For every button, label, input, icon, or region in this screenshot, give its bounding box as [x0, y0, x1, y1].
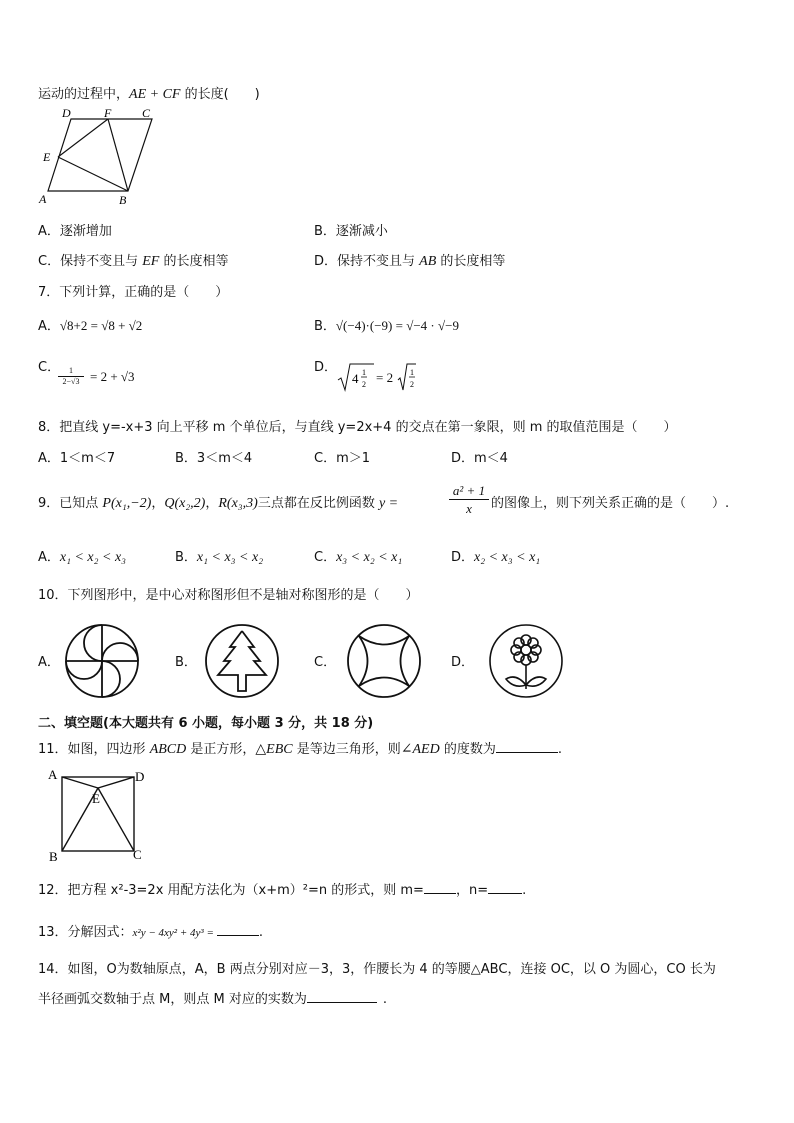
q6-option-a-text: 逐渐增加 — [59, 224, 112, 239]
q6-option-c-label: C． — [38, 254, 61, 269]
q6-label-C: C — [142, 106, 151, 120]
q6-stem-suffix: 的长度( ) — [180, 87, 260, 102]
q9-point-q: Q(x₂,2) — [164, 496, 206, 511]
q13-math: x²y − 4xy² + 4y³ = — [132, 927, 214, 939]
q9-option-a-math: x₁ < x₂ < x₃ — [59, 550, 127, 565]
q9-option-d-label: D． — [451, 550, 475, 565]
q6-option-c-math: EF — [142, 254, 160, 269]
q11-label-C: C — [133, 847, 142, 862]
q6-label-E: E — [43, 150, 51, 164]
q13-prefix: 13．分解因式： — [38, 925, 133, 940]
q11-label-A: A — [48, 767, 58, 782]
q7-option-d-math: = 2 — [376, 370, 394, 385]
section-2-heading: 二、填空题(本大题共有 6 小题，每小题 3 分，共 18 分) — [38, 716, 374, 731]
q11-math-abcd: ABCD — [149, 742, 187, 757]
q9-option-d-math: x₂ < x₃ < x₁ — [474, 550, 541, 565]
q11-label-B: B — [49, 849, 58, 864]
q11-prefix: 11．如图，四边形 — [38, 742, 150, 757]
q6-option-a-label: A． — [38, 224, 60, 239]
q6-option-d[interactable] — [314, 250, 505, 270]
q6-label-B: B — [119, 193, 127, 207]
q6-stem-prefix: 运动的过程中， — [38, 87, 130, 102]
q7-option-c-rhs: = 2 + √3 — [90, 369, 135, 384]
svg-text:4: 4 — [352, 371, 359, 386]
q9-stem-left: 9．已知点 P(x₁,−2)，Q(x₂,2)，R(x₃,3)三点都在反比例函数 y = — [38, 496, 399, 511]
q7-option-a-label: A． — [38, 319, 60, 334]
q11-label-D: D — [135, 769, 145, 784]
q12-prefix: 12．把方程 x²-3=2x 用配方法化为（x+m）²=n 的形式，则 m= — [38, 883, 424, 898]
q11-text-3: 的度数为 — [439, 742, 496, 757]
svg-text:1: 1 — [362, 368, 366, 377]
q9-option-b-label: B． — [175, 550, 197, 565]
q11-text-2: 是等边三角形，则 — [292, 742, 401, 757]
q7-c-numerator: 1 — [69, 366, 73, 375]
q14-line-2-text: 半径画弧交数轴于点 M，则点 M 对应的实数为 — [38, 992, 307, 1007]
q9-option-c-label: C． — [314, 550, 337, 565]
q8-stem: 8．把直线 y=-x+3 向上平移 m 个单位后，与直线 y=2x+4 的交点在第一象限，则 m 的取值范围是（ ） — [38, 420, 677, 435]
q10-option-b-tree-figure[interactable] — [204, 623, 280, 699]
q6-option-d-label: D． — [314, 254, 338, 269]
q7-option-c[interactable] — [38, 356, 60, 375]
q6-option-a[interactable] — [38, 220, 112, 239]
q11-text-1: 是正方形， — [186, 742, 256, 757]
q9-suffix: 的图像上，则下列关系正确的是（ ）. — [491, 496, 730, 511]
svg-text:1: 1 — [410, 368, 414, 377]
q8-option-a[interactable]: A．1＜m＜7 — [38, 451, 116, 466]
q9-point-p: P(x₁,−2) — [102, 496, 152, 511]
q6-stem-math: AE + CF — [129, 87, 181, 102]
q10-option-a-pinwheel-figure[interactable] — [64, 623, 140, 699]
q9-func-lhs: y = — [378, 496, 399, 511]
q11-answer-blank[interactable] — [496, 740, 558, 753]
q14-answer-blank[interactable] — [307, 990, 377, 1003]
q7-option-d-label: D． — [314, 360, 338, 375]
q6-option-b-label: B． — [314, 224, 336, 239]
q6-option-b-text: 逐渐减小 — [335, 224, 388, 239]
q6-option-d-post: 的长度相等 — [436, 254, 506, 269]
q13-answer-blank[interactable] — [217, 923, 259, 936]
q13-end: . — [258, 925, 264, 940]
q6-option-c-post: 的长度相等 — [159, 254, 229, 269]
q11-square-figure — [46, 766, 152, 864]
q9-option-c-math: x₃ < x₂ < x₁ — [336, 550, 403, 565]
q10-option-d-label[interactable]: D． — [451, 655, 475, 670]
q14-line-1: 14．如图，O为数轴原点，A，B 两点分别对应－3，3，作腰长为 4 的等腰△ABC，连接 OC，以 O 为圆心，CO 长为 — [38, 962, 716, 977]
q12-mid: ，n= — [455, 883, 489, 898]
svg-text:2: 2 — [362, 380, 366, 389]
q13-stem — [38, 921, 263, 940]
q7-option-b-label: B． — [314, 319, 336, 334]
q9-func-den: x — [449, 499, 489, 517]
q6-label-D: D — [62, 106, 71, 120]
q7-stem: 7．下列计算，正确的是（ ） — [38, 285, 229, 300]
q12-end: . — [522, 883, 527, 898]
q11-math-ebc: △EBC — [255, 742, 293, 757]
q6-option-b[interactable] — [314, 220, 388, 239]
q14-line-2 — [38, 988, 387, 1007]
q7-option-b[interactable] — [314, 315, 459, 334]
q9-option-a[interactable] — [38, 546, 126, 566]
q14-end: . — [382, 992, 387, 1007]
q10-option-c-concave-square-figure[interactable] — [346, 623, 422, 699]
q9-option-b[interactable] — [175, 546, 263, 566]
q8-option-c[interactable]: C．m＞1 — [314, 451, 371, 466]
q7-option-d[interactable] — [314, 356, 337, 375]
q6-option-c[interactable] — [38, 250, 228, 270]
q10-option-c-label[interactable]: C． — [314, 655, 337, 670]
q6-label-F: F — [104, 106, 112, 120]
svg-text:2: 2 — [410, 380, 414, 389]
q6-stem — [38, 83, 260, 103]
q9-point-r: R(x₃,3) — [218, 496, 258, 511]
q7-c-denominator: 2−√3 — [58, 376, 84, 387]
q8-option-b[interactable]: B．3＜m＜4 — [175, 451, 253, 466]
q12-n-blank[interactable] — [488, 881, 522, 894]
q11-end: . — [557, 742, 562, 757]
q10-option-d-flower-figure[interactable] — [488, 623, 564, 699]
q8-option-d[interactable]: D．m＜4 — [451, 451, 508, 466]
q9-mid: 三点都在反比例函数 — [257, 496, 379, 511]
q9-option-a-label: A． — [38, 550, 60, 565]
q9-option-d[interactable] — [451, 546, 540, 566]
q10-option-b-label[interactable]: B． — [175, 655, 197, 670]
q9-option-b-math: x₁ < x₃ < x₂ — [196, 550, 264, 565]
q6-option-c-pre: 保持不变且与 — [60, 254, 143, 269]
q7-option-b-math: √(−4)·(−9) = √−4 · √−9 — [335, 318, 459, 333]
q6-parallelogram-figure — [38, 105, 168, 205]
q7-option-a[interactable] — [38, 315, 142, 334]
q11-label-E: E — [92, 791, 100, 806]
q7-option-a-math: √8+2 = √8 + √2 — [59, 318, 143, 333]
q7-option-c-label: C． — [38, 360, 61, 375]
q6-label-A: A — [39, 192, 47, 206]
q10-option-a-label[interactable]: A． — [38, 655, 60, 670]
q9-func-num: a² + 1 — [452, 483, 486, 498]
q9-prefix: 9．已知点 — [38, 496, 103, 511]
q9-option-c[interactable] — [314, 546, 402, 566]
q11-math-aed: ∠AED — [400, 742, 440, 757]
q9-fraction — [449, 482, 489, 517]
q6-option-d-math: AB — [419, 254, 437, 269]
q12-m-blank[interactable] — [424, 881, 456, 894]
q6-option-d-pre: 保持不变且与 — [337, 254, 420, 269]
q10-stem: 10．下列图形中，是中心对称图形但不是轴对称图形的是（ ） — [38, 588, 419, 603]
q11-stem — [38, 738, 562, 758]
q12-stem — [38, 879, 526, 898]
q7-option-c-fraction — [58, 366, 84, 387]
